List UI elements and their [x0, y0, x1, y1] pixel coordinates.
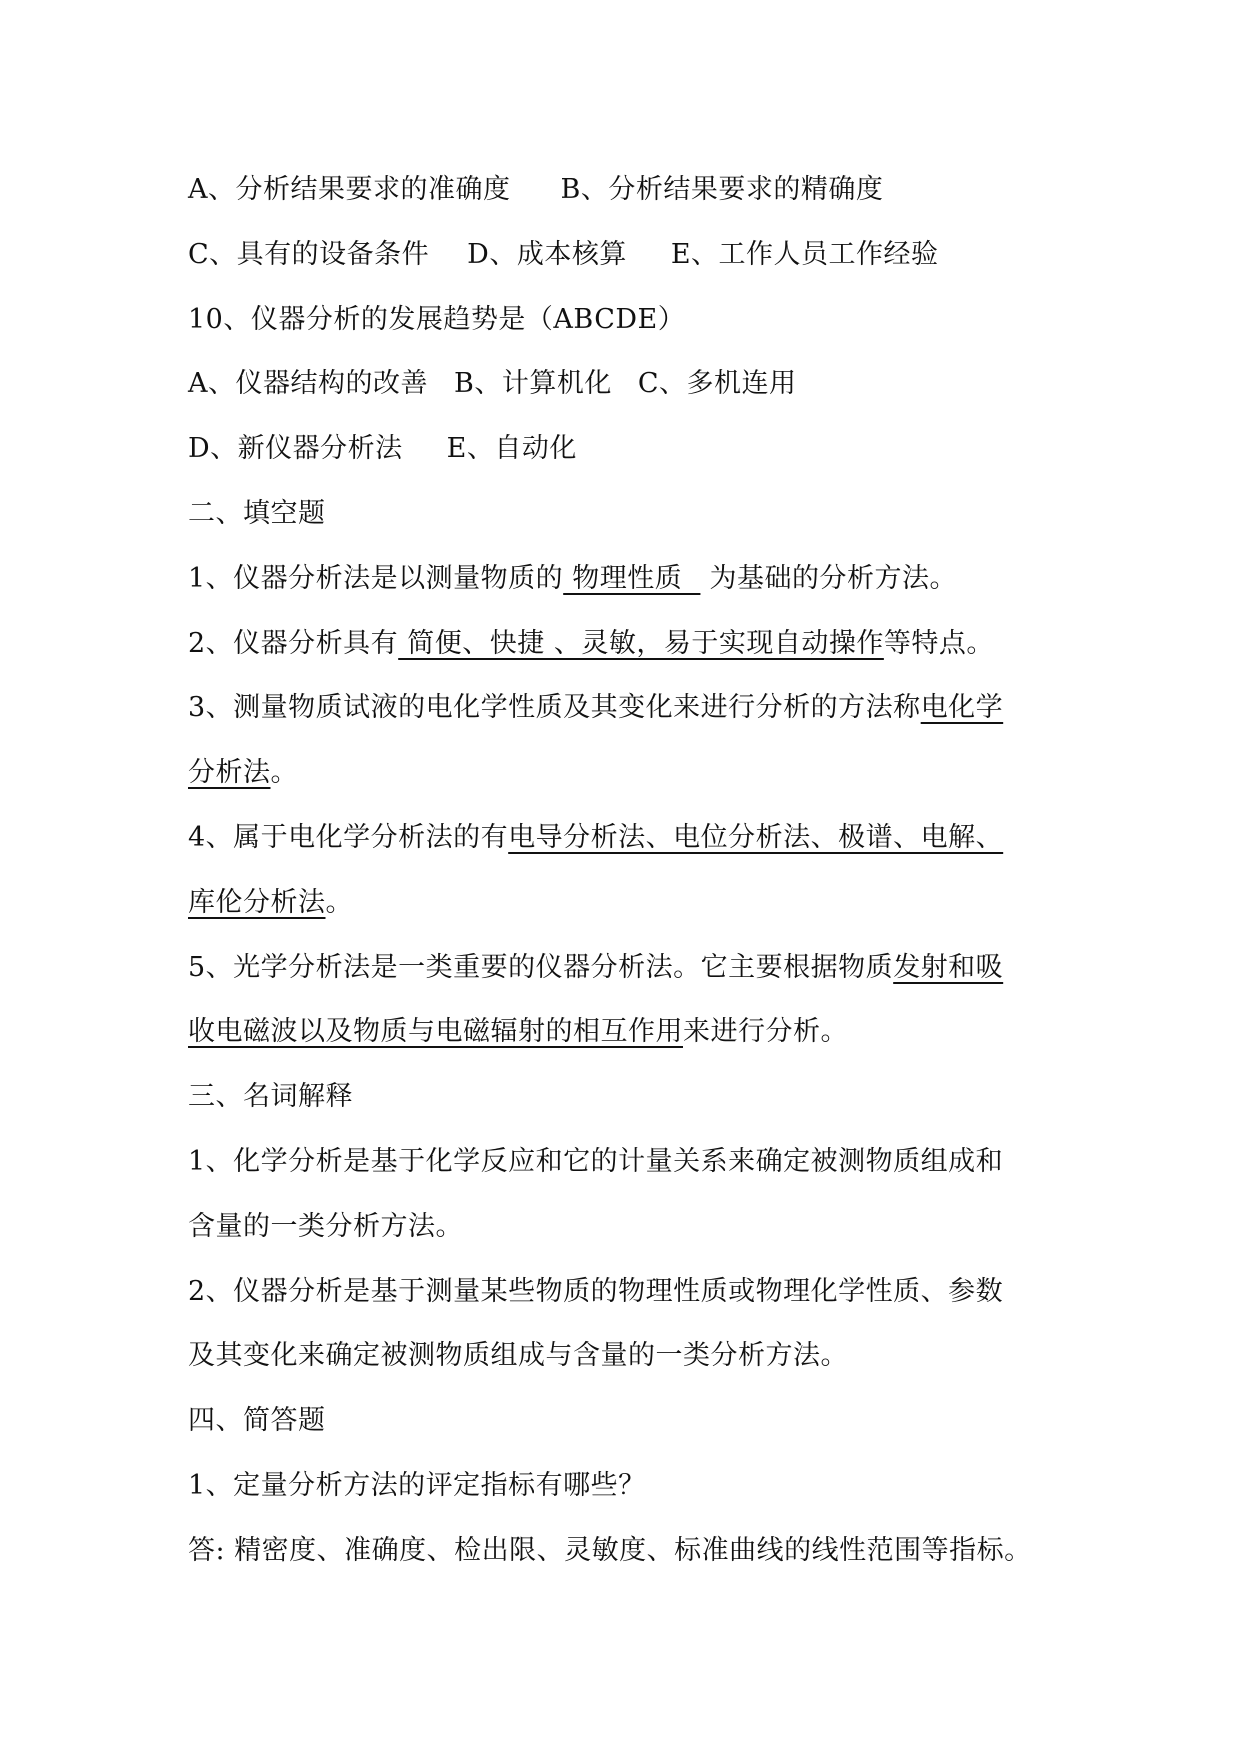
fill-in-question-5-line-2	[188, 1000, 1058, 1065]
option-a: A、仪器结构的改善	[188, 368, 428, 400]
definition-2-line-2: 及其变化来确定被测物质组成与含量的一类分析方法。	[188, 1340, 848, 1372]
question-text: 为基础的分析方法。	[700, 562, 958, 594]
answer-underline: 库伦分析法	[188, 886, 326, 918]
section-heading-fill-in: 二、填空题	[188, 497, 326, 529]
question-text: 1、仪器分析法是以测量物质的	[188, 562, 564, 594]
question-text: 。	[270, 757, 298, 789]
fill-in-question-4-line-1	[188, 806, 1058, 871]
q10-options-row-1	[188, 352, 1058, 417]
question-text: 2、仪器分析具有	[188, 627, 399, 659]
option-e: E、工作人员工作经验	[670, 238, 939, 270]
answer-underline: 发射和吸	[893, 951, 1004, 983]
short-answer-answer-1: 答: 精密度、准确度、检出限、灵敏度、标准曲线的线性范围等指标。	[188, 1534, 1032, 1566]
answer-underline: 分析法	[188, 757, 271, 789]
definition-2-line-1: 2、仪器分析是基于测量某些物质的物理性质或物理化学性质、参数	[188, 1275, 1004, 1307]
answer-underline: 收电磁波以及物质与电磁辐射的相互作用	[188, 1016, 683, 1048]
answer-underline: 电导分析法、电位分析法、极谱、电解、	[508, 821, 1004, 853]
question-text: 3、测量物质试液的电化学性质及其变化来进行分析的方法称	[188, 692, 921, 724]
fill-in-question-2	[188, 612, 1058, 677]
fill-in-question-3-line-2	[188, 741, 1058, 806]
section-heading-short-answer: 四、简答题	[188, 1405, 326, 1437]
question-text: 4、属于电化学分析法的有	[188, 821, 509, 853]
definition-1-line-2: 含量的一类分析方法。	[188, 1210, 463, 1242]
question-text: 来进行分析。	[683, 1016, 848, 1048]
option-c: C、多机连用	[637, 368, 797, 400]
section-heading-definitions: 三、名词解释	[188, 1081, 353, 1113]
option-d: D、成本核算	[467, 238, 627, 270]
fill-in-question-4-line-2	[188, 871, 1058, 936]
q9-options-row-2	[188, 223, 1058, 288]
answer-underline: 简便、快捷 、灵敏，易于实现自动操作	[398, 627, 884, 659]
fill-in-question-3-line-1	[188, 676, 1058, 741]
q10-options-row-2	[188, 417, 1058, 482]
option-b: B、计算机化	[454, 368, 612, 400]
question-text: 。	[325, 886, 353, 918]
option-b: B、分析结果要求的精确度	[560, 174, 884, 205]
answer-underline: 电化学	[920, 692, 1004, 724]
q9-options-row-1	[188, 158, 1058, 223]
definition-1-line-1: 1、化学分析是基于化学反应和它的计量关系来确定被测物质组成和	[188, 1145, 1004, 1177]
question-text: 等特点。	[883, 627, 994, 659]
question-text: 5、光学分析法是一类重要的仪器分析法。它主要根据物质	[188, 951, 894, 983]
option-c: C、具有的设备条件	[188, 238, 430, 270]
option-a: A、分析结果要求的准确度	[188, 174, 511, 205]
option-e: E、自动化	[446, 433, 577, 465]
answer-underline: 物理性质	[563, 562, 701, 594]
option-d: D、新仪器分析法	[188, 433, 403, 465]
fill-in-question-1	[188, 547, 1058, 612]
question-10-stem: 10、仪器分析的发展趋势是（ABCDE）	[188, 303, 686, 335]
short-answer-question-1: 1、定量分析方法的评定指标有哪些？	[188, 1469, 646, 1501]
fill-in-question-5-line-1	[188, 936, 1058, 1001]
document-page	[188, 158, 1058, 1584]
